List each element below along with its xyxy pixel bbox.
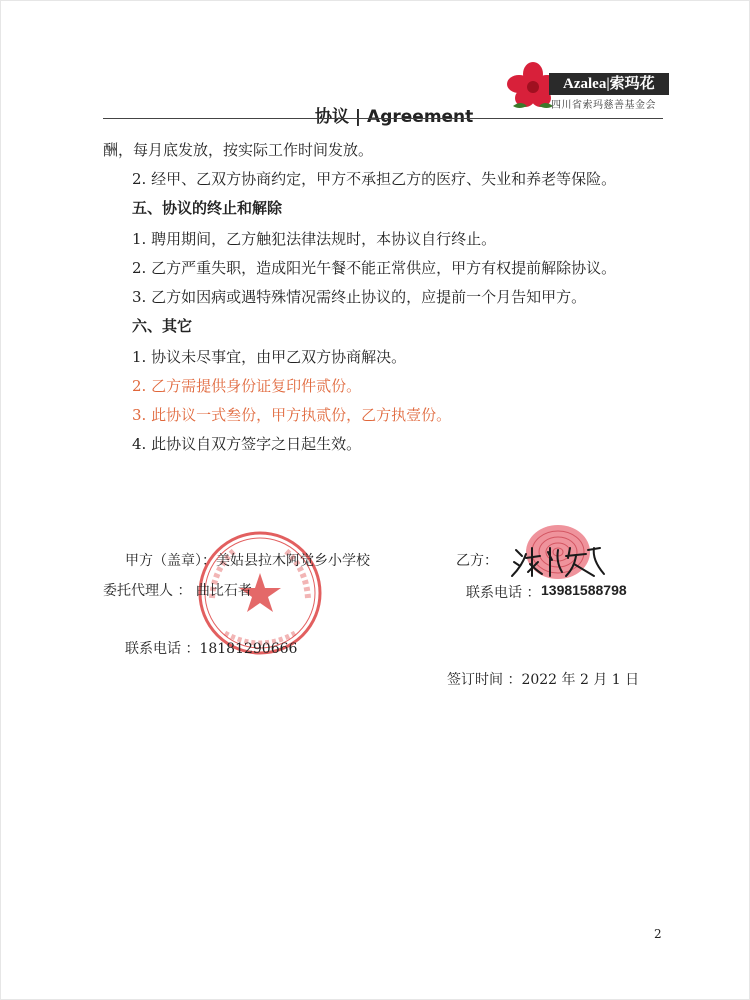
page-header-title: 协议 | Agreement xyxy=(315,107,474,127)
section5-item-3: 3. 乙方如因病或遇特殊情况需终止协议的，应提前一个月告知甲方。 xyxy=(132,288,587,306)
signing-date: 签订时间 ：2022 年 2 月 1 日 xyxy=(447,672,640,688)
section6-item-2: 2. 乙方需提供身份证复印件贰份。 xyxy=(132,377,362,395)
party-b-handwritten-signature xyxy=(508,540,618,580)
header-rule xyxy=(103,118,663,119)
section4-item-2: 2. 经甲、乙双方协商约定，甲方不承担乙方的医疗、失业和养老等保险。 xyxy=(132,170,617,188)
party-a-label: 甲方（盖章）：美姑县拉木阿觉乡小学校 xyxy=(125,553,370,569)
section6-item-3: 3. 此协议一式叁份，甲方执贰份，乙方执壹份。 xyxy=(132,406,452,424)
party-b-label: 乙方： xyxy=(456,553,498,569)
logo-brand-text: Azalea|索玛花 xyxy=(549,73,669,95)
section6-heading: 六、其它 xyxy=(132,317,193,335)
section5-item-2: 2. 乙方严重失职，造成阳光午餐不能正常供应，甲方有权提前解除协议。 xyxy=(132,259,617,277)
continuation-line: 酬，每月底发放，按实际工作时间发放。 xyxy=(103,141,374,159)
section5-item-1: 1. 聘用期间，乙方触犯法律法规时，本协议自行终止。 xyxy=(132,230,497,248)
party-b-phone-number: 13981588798 xyxy=(541,582,627,598)
logo-subtitle: 四川省索玛慈善基金会 xyxy=(551,100,656,111)
section5-heading: 五、协议的终止和解除 xyxy=(132,199,283,217)
section6-item-4: 4. 此协议自双方签字之日起生效。 xyxy=(132,435,362,453)
section6-item-1: 1. 协议未尽事宜，由甲乙双方协商解决。 xyxy=(132,348,407,366)
agent-label: 委托代理人 ： 曲比石者 xyxy=(103,583,252,599)
party-b-phone-label: 联系电话 ： xyxy=(466,585,541,601)
page-number: 2 xyxy=(654,927,662,941)
party-a-phone: 联系电话 ：18181290666 xyxy=(125,641,298,657)
